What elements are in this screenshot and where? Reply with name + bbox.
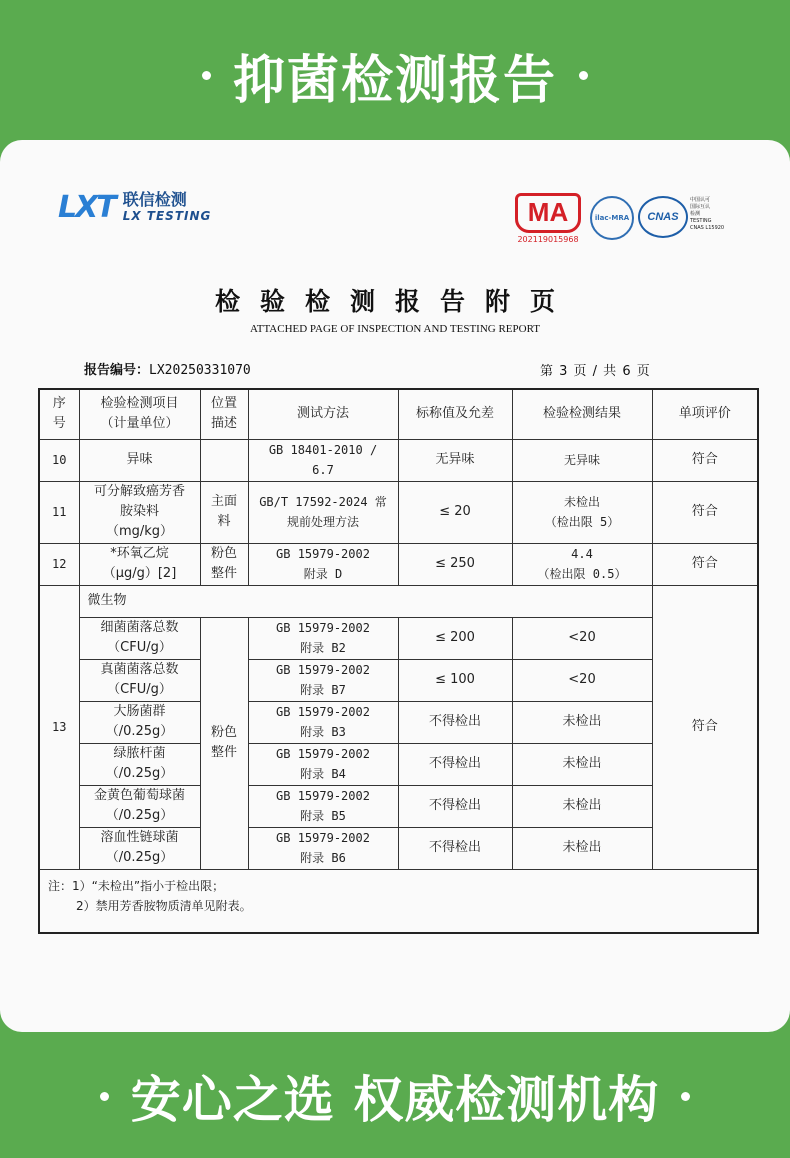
cell-line: GB 15979-2002: [276, 547, 370, 561]
cnas-side-line: 中国认可: [690, 197, 711, 203]
cell-result: <20: [512, 617, 652, 659]
header-eval: 单项评价: [652, 389, 758, 439]
header-result: 检验检测结果: [512, 389, 652, 439]
cma-number: 202119015968: [517, 235, 579, 244]
cell-line: 附录 B4: [300, 767, 346, 781]
cell-limit: 不得检出: [398, 701, 512, 743]
cell-position: [200, 481, 248, 543]
table-notes-row: [39, 869, 758, 933]
cell-line: GB 15979-2002: [276, 831, 370, 845]
cell-limit: ≤ 200: [398, 617, 512, 659]
bullet-dot: [579, 71, 588, 80]
cell-line: *环氧乙烷: [110, 546, 169, 561]
cell-line: GB 18401-2010 /: [268, 443, 378, 457]
cell-limit: 不得检出: [398, 785, 512, 827]
cell-line: GB 15979-2002: [276, 705, 370, 719]
cell-line: 规前处理方法: [286, 515, 359, 529]
cell-line: 附录 B3: [300, 725, 346, 739]
cell-line: 真菌菌落总数: [100, 662, 179, 677]
cnas-side-text: [690, 197, 750, 232]
cnas-seal: CNAS: [638, 196, 688, 238]
cell-line: 胺染料: [119, 504, 159, 519]
document-title: 检验检测报告附页: [214, 287, 575, 316]
cell-line: GB 15979-2002: [276, 621, 370, 635]
cell-line: 溶血性链球菌: [100, 830, 179, 845]
cell-result: [512, 481, 652, 543]
lx-testing-logo: [58, 190, 211, 225]
cnas-side-line: 国际互认: [690, 204, 711, 210]
cell-line: 4.4: [571, 547, 593, 561]
report-number-value: LX20250331070: [149, 363, 251, 378]
bullet-dot: [681, 1092, 690, 1101]
cell-method: [248, 785, 398, 827]
cell-line: （检出限 0.5）: [537, 567, 627, 581]
footer-title: 安心之选 权威检测机构: [130, 1071, 660, 1129]
cell-line: 6.7: [312, 463, 334, 477]
cell-line: 附录 B2: [300, 641, 346, 655]
header-item: 检验检测项目 （计量单位）: [79, 389, 200, 439]
cell-position: [200, 439, 248, 481]
cell-line: 附录 B7: [300, 683, 346, 697]
cell-line: （/0.25g）: [105, 766, 174, 781]
cell-item: [79, 659, 200, 701]
cell-line: （/0.25g）: [105, 724, 174, 739]
header-seq: 序 号: [39, 389, 79, 439]
cell-eval: 符合: [652, 585, 758, 869]
cell-line: 粉色: [210, 725, 237, 740]
table-row: [39, 785, 758, 827]
cell-position: [200, 617, 248, 869]
cell-line: GB 15979-2002: [276, 663, 370, 677]
cell-result: [512, 543, 652, 585]
table-row: [39, 701, 758, 743]
cell-result: 未检出: [512, 701, 652, 743]
cma-seal: [515, 193, 581, 244]
cma-mark: MA: [515, 193, 581, 233]
table-row: [39, 543, 758, 585]
cell-line: 无异味: [563, 453, 600, 467]
cell-line: 金黄色葡萄球菌: [93, 788, 185, 803]
cell-line: GB 15979-2002: [276, 747, 370, 761]
cell-item: [79, 617, 200, 659]
cell-line: 异味: [126, 452, 153, 467]
banner-header: [0, 0, 790, 150]
cell-method: [248, 701, 398, 743]
logo-name-en: LX TESTING: [122, 208, 212, 223]
cell-method: [248, 543, 398, 585]
header-method: 测试方法: [248, 389, 398, 439]
header-position: 位置 描述: [200, 389, 248, 439]
results-table: [38, 388, 759, 934]
cell-item: [79, 785, 200, 827]
logo-name-cn: 联信检测: [122, 189, 187, 209]
cell-result: 未检出: [512, 743, 652, 785]
cell-item: [79, 439, 200, 481]
cell-seq: 12: [39, 543, 79, 585]
cell-line: 未检出: [563, 495, 600, 509]
cell-line: 可分解致癌芳香: [93, 484, 185, 499]
cell-eval: 符合: [652, 439, 758, 481]
cell-method: [248, 617, 398, 659]
cell-limit: 不得检出: [398, 743, 512, 785]
bullet-dot: [100, 1092, 109, 1101]
cell-line: （/0.25g）: [105, 850, 174, 865]
cell-line: 料: [217, 514, 231, 529]
cell-seq: 13: [39, 585, 79, 869]
cnas-side-line: CNAS L15920: [690, 225, 725, 231]
cell-line: 主面: [210, 494, 237, 509]
document-subtitle: ATTACHED PAGE OF INSPECTION AND TESTING REPORT: [250, 323, 540, 335]
report-number: [84, 359, 251, 378]
cell-line: 绿脓杆菌: [113, 746, 166, 761]
cell-method: [248, 439, 398, 481]
cell-line: （mg/kg）: [105, 524, 174, 539]
cell-line: （μg/g）[2]: [102, 566, 177, 581]
banner-footer: [0, 1034, 790, 1158]
cell-group-label: 微生物: [79, 585, 652, 617]
cell-limit: 不得检出: [398, 827, 512, 869]
cell-line: 细菌菌落总数: [100, 620, 179, 635]
cell-result: [512, 439, 652, 481]
banner-title: 抑菌检测报告: [232, 50, 557, 111]
table-row: [39, 659, 758, 701]
logo-mark: [58, 190, 115, 225]
cnas-side-line: TESTING: [690, 218, 712, 224]
cell-line: （CFU/g）: [107, 640, 172, 655]
cell-notes: [39, 869, 758, 933]
cell-method: [248, 481, 398, 543]
cell-method: [248, 659, 398, 701]
cell-limit: ≤ 20: [398, 481, 512, 543]
cell-seq: 10: [39, 439, 79, 481]
cell-item: [79, 743, 200, 785]
results-table-body: [39, 389, 758, 933]
cell-limit: 无异味: [398, 439, 512, 481]
cell-line: GB 15979-2002: [276, 789, 370, 803]
ilac-mra-seal: ilac-MRA: [590, 196, 634, 240]
cell-eval: 符合: [652, 481, 758, 543]
cell-line: （/0.25g）: [105, 808, 174, 823]
cell-item: [79, 481, 200, 543]
cell-result: <20: [512, 659, 652, 701]
cell-line: 附录 B6: [300, 851, 346, 865]
logo-mark-text: LXT: [58, 190, 115, 225]
report-number-label: 报告编号：: [84, 363, 150, 378]
table-row: [39, 617, 758, 659]
cell-seq: 11: [39, 481, 79, 543]
cell-eval: 符合: [652, 543, 758, 585]
header-limit: 标称值及允差: [398, 389, 512, 439]
cell-line: 整件: [210, 745, 237, 760]
cnas-side-line: 检测: [690, 211, 701, 217]
table-row: [39, 827, 758, 869]
cell-line: （检出限 5）: [544, 515, 620, 529]
table-row-micro-group: [39, 585, 758, 617]
page-number: 第 3 页 / 共 6 页: [540, 364, 651, 379]
cell-line: GB/T 17592-2024 常: [259, 495, 387, 509]
cell-item: [79, 543, 200, 585]
logo-text: [122, 189, 212, 224]
cell-item: [79, 827, 200, 869]
cell-line: 附录 B5: [300, 809, 346, 823]
cell-line: 附录 D: [303, 567, 343, 581]
cell-position: [200, 543, 248, 585]
cell-result: 未检出: [512, 827, 652, 869]
cell-method: [248, 827, 398, 869]
cell-line: （CFU/g）: [107, 682, 172, 697]
cell-item: [79, 701, 200, 743]
cell-line: 整件: [210, 566, 237, 581]
note-line: 2）禁用芳香胺物质清单见附表。: [76, 898, 252, 913]
note-line: 注：1）“未检出”指小于检出限；: [48, 878, 225, 893]
table-row: [39, 743, 758, 785]
cell-result: 未检出: [512, 785, 652, 827]
table-header-row: [39, 389, 758, 439]
bullet-dot: [202, 71, 211, 80]
cell-line: 粉色: [210, 546, 237, 561]
table-row: [39, 439, 758, 481]
cell-method: [248, 743, 398, 785]
cell-line: 大肠菌群: [113, 704, 166, 719]
cell-limit: ≤ 250: [398, 543, 512, 585]
table-row: [39, 481, 758, 543]
cell-limit: ≤ 100: [398, 659, 512, 701]
